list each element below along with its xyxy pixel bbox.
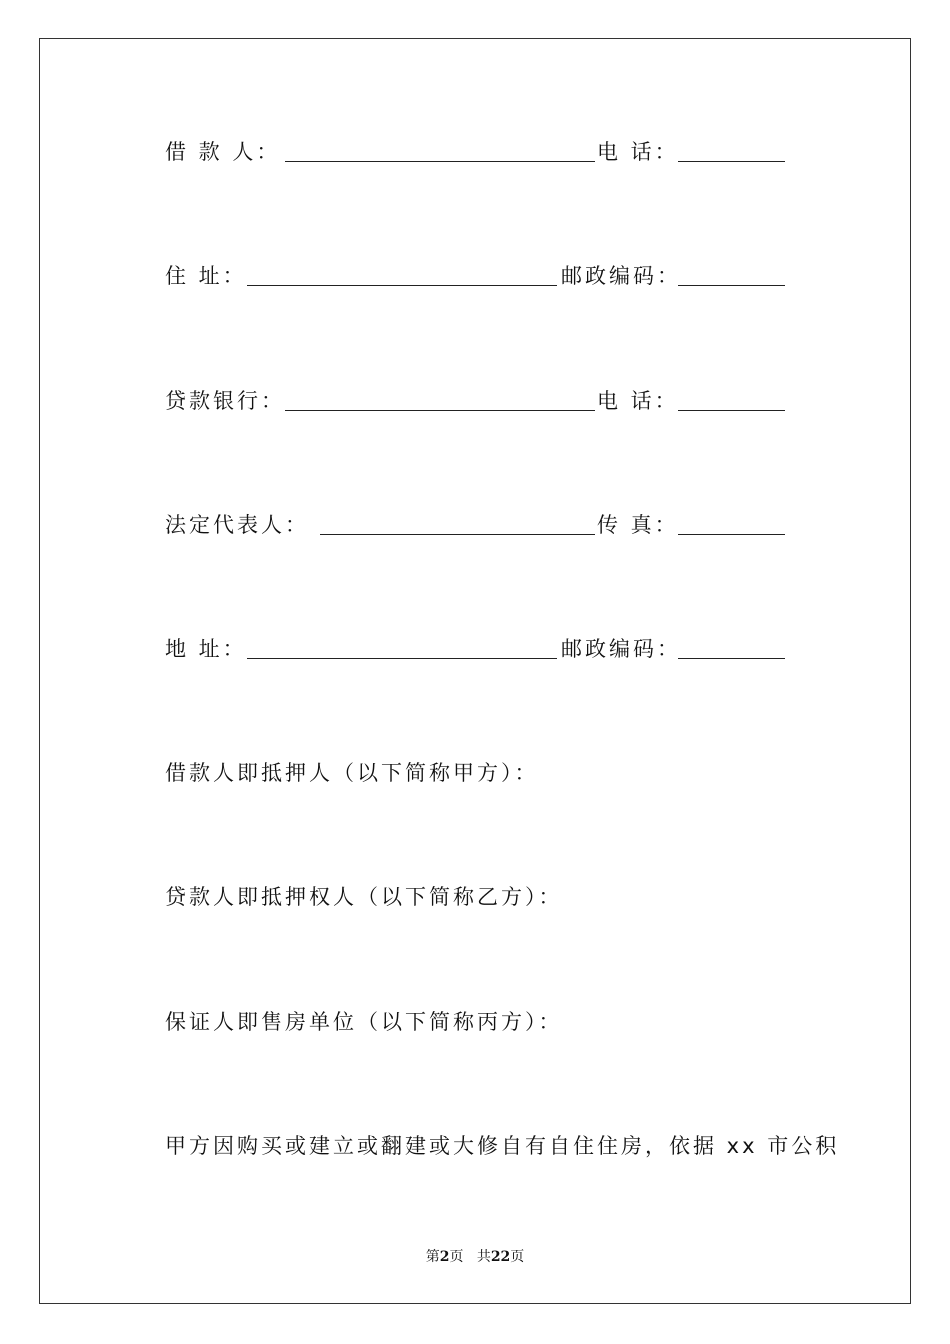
fax-blank bbox=[678, 534, 785, 535]
bank-row bbox=[165, 386, 785, 416]
residence-blank bbox=[247, 285, 557, 286]
fax-label: 传 真： bbox=[597, 513, 679, 537]
legal-rep-row bbox=[165, 510, 785, 540]
page-footer bbox=[0, 1248, 950, 1266]
address-row bbox=[165, 634, 785, 664]
legal-rep-label: 法定代表人： bbox=[165, 513, 309, 537]
address-postcode-blank bbox=[678, 658, 785, 659]
borrower-blank bbox=[285, 161, 595, 162]
party-c-line: 保证人即售房单位（以下简称丙方）： bbox=[165, 1010, 563, 1034]
party-a-line: 借款人即抵押人（以下简称甲方）： bbox=[165, 761, 539, 785]
address-label: 地 址： bbox=[165, 637, 247, 661]
footer-page-prefix: 第 bbox=[425, 1249, 440, 1265]
address-postcode-label: 邮政编码： bbox=[561, 637, 681, 661]
borrower-row bbox=[165, 137, 785, 167]
bank-blank bbox=[285, 410, 595, 411]
residence-label: 住 址： bbox=[165, 264, 247, 288]
bank-phone-blank bbox=[678, 410, 785, 411]
page-frame bbox=[39, 38, 911, 1304]
bank-phone-label: 电 话： bbox=[597, 389, 679, 413]
footer-total-prefix: 共 bbox=[476, 1249, 491, 1265]
legal-rep-blank bbox=[320, 534, 595, 535]
residence-row bbox=[165, 261, 785, 291]
footer-page-current: 2 bbox=[439, 1249, 450, 1265]
borrower-phone-label: 电 话： bbox=[597, 140, 679, 164]
residence-postcode-label: 邮政编码： bbox=[561, 264, 681, 288]
address-blank bbox=[247, 658, 557, 659]
residence-postcode-blank bbox=[678, 285, 785, 286]
footer-page-suffix: 页 bbox=[449, 1249, 464, 1265]
body-paragraph: 甲方因购买或建立或翻建或大修自有自住住房，依据 xx 市公积 bbox=[165, 1134, 840, 1158]
footer-page-total: 22 bbox=[490, 1249, 511, 1265]
borrower-phone-blank bbox=[678, 161, 785, 162]
bank-label: 贷款银行： bbox=[165, 389, 285, 413]
borrower-label: 借 款 人： bbox=[165, 140, 281, 164]
party-b-line: 贷款人即抵押权人（以下简称乙方）： bbox=[165, 885, 563, 909]
footer-total-suffix: 页 bbox=[510, 1249, 525, 1265]
